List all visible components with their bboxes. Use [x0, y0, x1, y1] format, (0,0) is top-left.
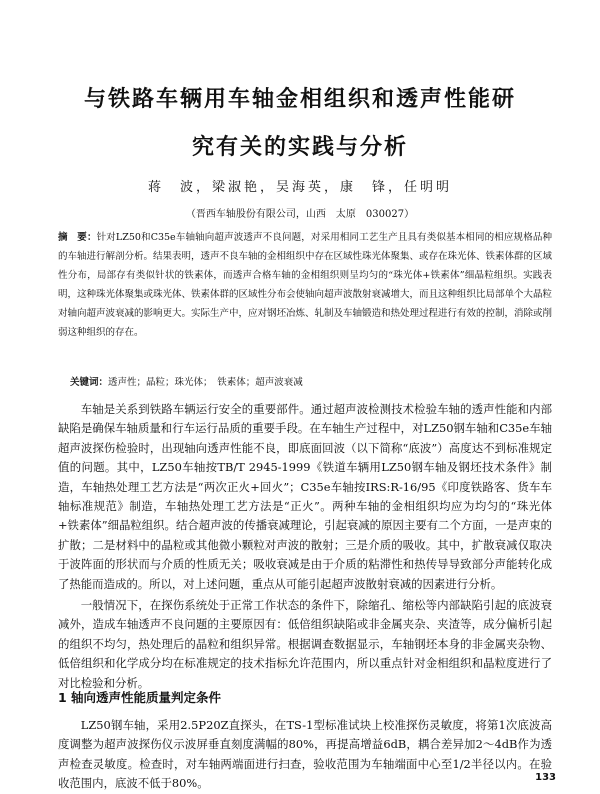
keywords: [70, 374, 550, 388]
paragraph-text: LZ50钢车轴，采用2.5P20Z直探头，在TS-1型标准试块上校准探伤灵敏度，将第1次底波高度调整为超声波探伤仪示波屏垂直刻度满幅的80%，再提高增益6dB，耦合差异加2～4dB作为透声检查灵敏度。检查时，对车轴两端面进行扫查，验收范围为车轴端面中心至1/2半径以内。在验收范围内，底波不低于80%。: [58, 718, 552, 791]
abstract-text: 针对LZ50和C35e车轴轴向超声波透声不良问题，对采用相同工艺生产且具有类似基本相同的相应规格品种的车轴进行解剖分析。结果表明，透声不良车轴的金相组织中存在区域性珠光体聚集、或存在珠光体、铁素体群的区域性分布，局部存有类似针状的铁素体，而透声合格车轴的金相组织则呈均匀的“珠光体+铁素体”细晶粒组织。实践表明，这种珠光体聚集或珠光体、铁素体群的区域性分布会使轴向超声波散射衰减增大，而且这种组织比局部单个大晶粒对轴向超声波衰减的影响更大。实际生产中，应对钢坯冶炼、轧制及车轴锻造和热处理过程进行有效的控制，消除或削弱这种组织的存在。: [58, 232, 553, 338]
paper-title-line-1: 与铁路车辆用车轴金相组织和透声性能研: [83, 87, 516, 112]
paragraph-text: 一般情况下，在探伤系统处于正常工作状态的条件下，除缩孔、缩松等内部缺陷引起的底波衰减外，造成车轴透声不良问题的主要原因有：低倍组织缺陷或非金属夹杂、夹渣等，成分偏析引起的组织不均匀，热处理后的晶粒和组织异常。根据调查数据显示，车轴钢坯本身的非金属夹杂物、低倍组织和化学成分均在标准规定的技术指标允许范围内，所以重点针对金相组织和晶粒度进行了对比检验和分析。: [58, 598, 552, 690]
abstract-label: 摘 要：: [58, 232, 97, 243]
abstract: [58, 228, 552, 342]
affiliation: （晋西车轴股份有限公司，山西 太原 030027）: [185, 209, 415, 220]
keywords-text: 透声性；晶粒；珠光体； 铁素体；超声波衰减: [108, 377, 303, 388]
authors: 蒋 波，梁淑艳，吴海英，康 锋，任明明: [147, 180, 452, 195]
intro-paragraph-2: [58, 596, 552, 693]
paragraph-text: 车轴是关系到铁路车辆运行安全的重要部件。通过超声波检测技术检验车轴的透声性能和内部缺陷是确保车轴质量和行车运行品质的重要手段。在车轴生产过程中，对LZ50钢车轴和C35e车轴超声波探伤检验时，出现轴向透声性能不良，即底面回波（以下简称“底波”）高度达不到标准规定值的问题。其中，LZ50车轴按TB/T 2945-1999《铁道车辆用LZ50钢车轴及钢坯技术条件》制造，车轴热处理工艺方法是“两次正火+回火”；C35e车轴按IRS:R-16/95《印度铁路客、货车车轴标准规范》制造，车轴热处理工艺方法是“正火”。两种车轴的金相组织均应为均匀的“珠光体+铁素体”细晶粒组织。结合超声波的传播衰减理论，引起衰减的原因主要有二个方面，一是声束的扩散；二是材料中的晶粒或其他微小颗粒对声波的散射；三是介质的吸收。其中，扩散衰减仅取决于波阵面的形状而与介质的性质无关；吸收衰减是由于介质的粘滞性和热传导导致部分声能转化成了热能而造成的。所以，对上述问题，重点从可能引起超声波散射衰减的因素进行分析。: [58, 402, 552, 591]
page-number: 133: [535, 772, 556, 783]
paper-title-line-2: 究有关的实践与分析: [191, 135, 408, 160]
intro-paragraph-1: [58, 400, 552, 594]
section-heading-1: 1 轴向透声性能质量判定条件: [58, 690, 222, 705]
section-1-paragraph: [58, 716, 552, 794]
keywords-label: 关键词：: [70, 377, 109, 388]
